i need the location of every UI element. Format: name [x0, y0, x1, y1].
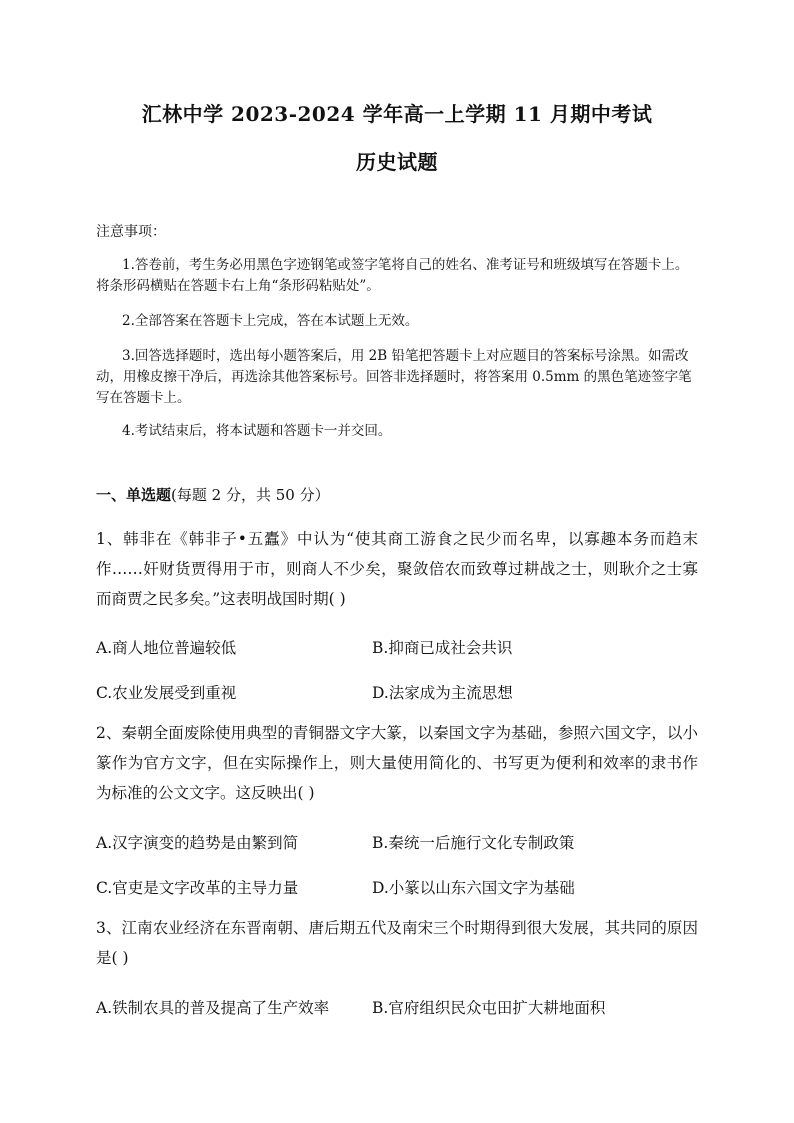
- option-d[interactable]: D.法家成为主流思想: [372, 684, 513, 702]
- notes-heading: 注意事项：: [96, 224, 166, 240]
- option-c[interactable]: C.农业发展受到重视: [96, 684, 237, 702]
- section-detail: (每题 2 分，共 50 分）: [171, 486, 330, 504]
- option-a[interactable]: A.汉字演变的趋势是由繁到简: [96, 834, 299, 852]
- note-item: 3.回答选择题时，选出每小题答案后，用 2B 铅笔把答题卡上对应题目的答案标号涂黑。如需改动，用橡皮擦干净后，再选涂其他答案标号。回答非选择题时，将答案用 0.5mm 的黑色笔迹签字笔写在答题卡上。: [96, 348, 692, 406]
- option-b[interactable]: B.抑商已成社会共识: [372, 639, 513, 657]
- note-item: 1.答卷前，考生务必用黑色字迹钢笔或签字笔将自己的姓名、准考证号和班级填写在答题卡上。将条形码横贴在答题卡右上角“条形码粘贴处”。: [96, 257, 689, 294]
- option-b[interactable]: B.官府组织民众屯田扩大耕地面积: [372, 999, 606, 1017]
- note-item: 4.考试结束后，将本试题和答题卡一并交回。: [122, 423, 392, 439]
- option-b[interactable]: B.秦统一后施行文化专制政策: [372, 834, 575, 852]
- question-stem: 1、韩非在《韩非子•五蠹》中认为“使其商工游食之民少而名卑，以寡趣本务而趋末作……奸财货贾得用于市，则商人不少矣，聚敛倍农而致尊过耕战之士，则耿介之士寡而商贾之民多矣。”这表明战国时期( ): [96, 530, 698, 608]
- question-stem: 3、江南农业经济在东晋南朝、唐后期五代及南宋三个时期得到很大发展，其共同的原因是( ): [96, 919, 698, 967]
- option-d[interactable]: D.小篆以山东六国文字为基础: [372, 879, 575, 897]
- note-item: 2.全部答案在答题卡上完成，答在本试题上无效。: [122, 313, 419, 329]
- section-label: 一、单选题: [96, 486, 172, 504]
- option-a[interactable]: A.铁制农具的普及提高了生产效率: [96, 999, 330, 1017]
- question-stem: 2、秦朝全面废除使用典型的青铜器文字大篆，以秦国文字为基础，参照六国文字，以小篆作为官方文字，但在实际操作上，则大量使用简化的、书写更为便利和效率的隶书作为标准的公文文字。这反映出( ): [96, 724, 698, 802]
- section-heading: [96, 484, 330, 505]
- option-a[interactable]: A.商人地位普遍较低: [96, 639, 237, 657]
- option-c[interactable]: C.官吏是文字改革的主导力量: [96, 879, 299, 897]
- page-title: 汇林中学 2023-2024 学年高一上学期 11 月期中考试: [141, 102, 653, 126]
- page-subtitle: 历史试题: [356, 150, 438, 174]
